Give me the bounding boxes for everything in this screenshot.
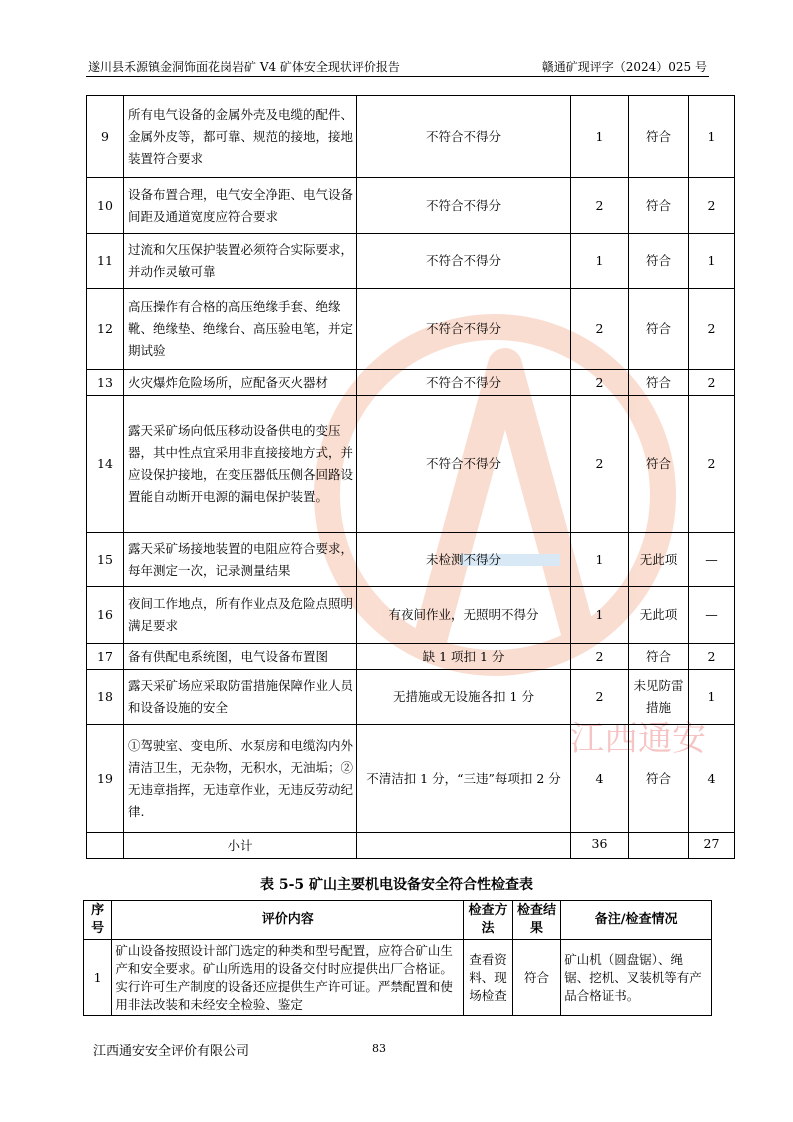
row-result: 符合 xyxy=(629,96,689,178)
row-number: 15 xyxy=(87,533,124,587)
row-got: 4 xyxy=(689,725,735,833)
table-row xyxy=(87,670,735,725)
row-content: 火灾爆炸危险场所，应配备灭火器材 xyxy=(124,370,357,396)
row-content: 过流和欠压保护装置必须符合实际要求，并动作灵敏可靠 xyxy=(124,234,357,289)
row-result: 符合 xyxy=(629,644,689,670)
row-scoring-method: 不符合不得分 xyxy=(357,289,571,370)
header-note: 备注/检查情况 xyxy=(561,901,712,940)
row-content: ①驾驶室、变电所、水泵房和电缆沟内外清洁卫生，无杂物，无积水，无油垢；②无违章指挥，无违章作业，无违反劳动纪律. xyxy=(124,725,357,833)
row-content: 露天采矿场应采取防雷措施保障作业人员和设备设施的安全 xyxy=(124,670,357,725)
row-scoring-method: 不符合不得分 xyxy=(357,234,571,289)
row-number: 12 xyxy=(87,289,124,370)
row-note: 矿山机（圆盘锯）、绳锯、挖机、叉装机等有产品合格证书。 xyxy=(561,940,712,1016)
row-method: 查看资料、现场检查 xyxy=(464,940,513,1016)
row-got: 2 xyxy=(689,396,735,533)
row-content: 高压操作有合格的高压绝缘手套、绝缘靴、绝缘垫、绝缘台、高压验电笔，并定期试验 xyxy=(124,289,357,370)
header-result: 检查结果 xyxy=(512,901,561,940)
row-content: 设备布置合理，电气安全净距、电气设备间距及通道宽度应符合要求 xyxy=(124,178,357,234)
table-header-row xyxy=(84,901,712,940)
table-row xyxy=(87,370,735,396)
subtotal-blank xyxy=(629,833,689,859)
row-score: 1 xyxy=(571,533,629,587)
row-content: 露天采矿场接地装置的电阻应符合要求，每年测定一次，记录测量结果 xyxy=(124,533,357,587)
row-content: 所有电气设备的金属外壳及电缆的配件、金属外皮等，都可靠、规范的接地，接地装置符合要求 xyxy=(124,96,357,178)
header-method: 检查方法 xyxy=(464,901,513,940)
table-row xyxy=(87,396,735,533)
row-number: 14 xyxy=(87,396,124,533)
row-number: 9 xyxy=(87,96,124,178)
row-score: 1 xyxy=(571,96,629,178)
row-content: 备有供配电系统图，电气设备布置图 xyxy=(124,644,357,670)
row-content: 露天采矿场向低压移动设备供电的变压器，其中性点宜采用非直接接地方式，并应设保护接地，在变压器低压侧各回路设置能自动断开电源的漏电保护装置。 xyxy=(124,396,357,533)
electrical-safety-table xyxy=(86,95,735,859)
table-row xyxy=(87,289,735,370)
row-score: 1 xyxy=(571,234,629,289)
header-doc-number: 赣通矿现评字（2024）025 号 xyxy=(541,60,707,74)
header-title: 遂川县禾源镇金洞饰面花岗岩矿 V4 矿体安全现状评价报告 xyxy=(88,60,400,74)
row-scoring-method: 不符合不得分 xyxy=(357,178,571,234)
row-score: 2 xyxy=(571,396,629,533)
subtotal-row xyxy=(87,833,735,859)
row-got: 2 xyxy=(689,178,735,234)
row-got: 1 xyxy=(689,96,735,178)
row-result: 符合 xyxy=(512,940,561,1016)
subtotal-label: 小计 xyxy=(124,833,357,859)
subtotal-got: 27 xyxy=(689,833,735,859)
table-caption: 表 5-5 矿山主要机电设备安全符合性检查表 xyxy=(259,877,534,893)
header-content: 评价内容 xyxy=(112,901,464,940)
row-scoring-method: 未检测不得分 xyxy=(357,533,571,587)
row-result: 符合 xyxy=(629,178,689,234)
equipment-check-table xyxy=(83,900,712,1016)
page-header xyxy=(86,56,709,77)
watermark-text: 江西通安 xyxy=(570,719,706,759)
page-number: 83 xyxy=(372,1042,386,1055)
row-scoring-method: 无措施或无设施各扣 1 分 xyxy=(357,670,571,725)
row-got: 2 xyxy=(689,370,735,396)
row-number: 17 xyxy=(87,644,124,670)
row-score: 1 xyxy=(571,587,629,644)
row-result: 符合 xyxy=(629,234,689,289)
row-got: 2 xyxy=(689,644,735,670)
row-result: 符合 xyxy=(629,396,689,533)
row-result: 未见防雷措施 xyxy=(629,670,689,725)
row-scoring-method: 缺 1 项扣 1 分 xyxy=(357,644,571,670)
row-scoring-method: 有夜间作业，无照明不得分 xyxy=(357,587,571,644)
table-row xyxy=(87,234,735,289)
row-result: 无此项 xyxy=(629,587,689,644)
table-row xyxy=(84,940,712,1016)
row-result: 符合 xyxy=(629,725,689,833)
row-content: 夜间工作地点，所有作业点及危险点照明满足要求 xyxy=(124,587,357,644)
row-got: 1 xyxy=(689,670,735,725)
table-row xyxy=(87,644,735,670)
row-score: 4 xyxy=(571,725,629,833)
row-result: 无此项 xyxy=(629,533,689,587)
footer-company: 江西通安安全评价有限公司 xyxy=(93,1044,250,1059)
subtotal-score: 36 xyxy=(571,833,629,859)
row-score: 2 xyxy=(571,289,629,370)
row-number: 11 xyxy=(87,234,124,289)
table-row xyxy=(87,96,735,178)
row-got: 2 xyxy=(689,289,735,370)
row-number: 10 xyxy=(87,178,124,234)
row-number: 19 xyxy=(87,725,124,833)
subtotal-blank xyxy=(87,833,124,859)
row-number: 1 xyxy=(84,940,112,1016)
row-number: 18 xyxy=(87,670,124,725)
row-scoring-method: 不符合不得分 xyxy=(357,396,571,533)
row-result: 符合 xyxy=(629,370,689,396)
table-row xyxy=(87,725,735,833)
row-score: 2 xyxy=(571,670,629,725)
row-score: 2 xyxy=(571,370,629,396)
row-content: 矿山设备按照设计部门选定的种类和型号配置，应符合矿山生产和安全要求。矿山所选用的设备交付时应提供出厂合格证。实行许可生产制度的设备还应提供生产许可证。严禁配置和使用非法改装和未经安全检验、鉴定 xyxy=(112,940,464,1016)
header-no: 序号 xyxy=(84,901,112,940)
row-score: 2 xyxy=(571,178,629,234)
row-number: 13 xyxy=(87,370,124,396)
table-row xyxy=(87,533,735,587)
subtotal-blank xyxy=(357,833,571,859)
row-got: — xyxy=(689,533,735,587)
table-row xyxy=(87,587,735,644)
row-got: — xyxy=(689,587,735,644)
row-scoring-method: 不符合不得分 xyxy=(357,96,571,178)
row-scoring-method: 不符合不得分 xyxy=(357,370,571,396)
row-got: 1 xyxy=(689,234,735,289)
row-number: 16 xyxy=(87,587,124,644)
row-scoring-method: 不清洁扣 1 分，“三违”每项扣 2 分 xyxy=(357,725,571,833)
row-score: 2 xyxy=(571,644,629,670)
row-result: 符合 xyxy=(629,289,689,370)
table-row xyxy=(87,178,735,234)
